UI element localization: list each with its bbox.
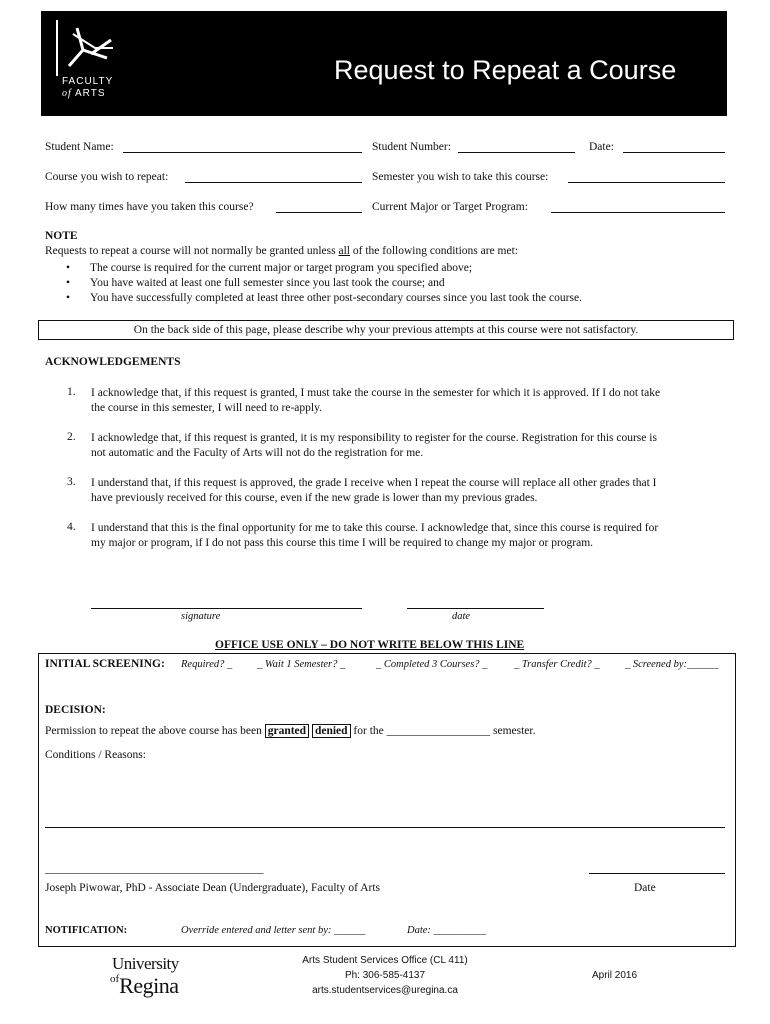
current-major-field[interactable]: [551, 212, 725, 213]
course-repeat-label: Course you wish to repeat:: [45, 171, 169, 183]
screening-required: Required? _: [181, 659, 233, 670]
permission-line: [45, 725, 535, 737]
dean-signature-line[interactable]: ______________________________________: [45, 863, 264, 875]
ack-line: I understand that this is the final opportunity for me to take this course. I acknowledge that, since this course is required for: [91, 522, 659, 534]
denied-option[interactable]: denied: [312, 724, 351, 738]
list-item: [66, 291, 706, 306]
note-intro-after: of the following conditions are met:: [350, 245, 518, 257]
ack-number: 2.: [67, 431, 76, 443]
page-title: Request to Repeat a Course: [334, 55, 677, 85]
screening-wait: _ Wait 1 Semester? _: [257, 659, 346, 670]
student-name-field[interactable]: [123, 152, 362, 153]
office-use-box: [38, 653, 736, 947]
times-taken-field[interactable]: [276, 212, 362, 213]
current-major-label: Current Major or Target Program:: [372, 201, 528, 213]
student-number-label: Student Number:: [372, 141, 451, 153]
logo-line-arts: ARTS: [75, 88, 106, 99]
ack-line: not automatic and the Faculty of Arts will not do the registration for me.: [91, 447, 424, 459]
note-intro-before: Requests to repeat a course will not normally be granted unless: [45, 245, 339, 257]
semester-repeat-label: Semester you wish to take this course:: [372, 171, 549, 183]
times-taken-label: How many times have you taken this course?: [45, 201, 254, 213]
note-intro-all: all: [338, 245, 350, 257]
list-item: [66, 276, 706, 291]
university-logo: [110, 954, 210, 998]
conditions-reasons-label: Conditions / Reasons:: [45, 749, 146, 761]
dean-date-field[interactable]: [589, 873, 725, 874]
notification-label: NOTIFICATION:: [45, 925, 128, 936]
student-name-label: Student Name:: [45, 141, 114, 153]
office-email[interactable]: arts.studentservices@uregina.ca: [312, 985, 458, 996]
acknowledgements-heading: ACKNOWLEDGEMENTS: [45, 356, 181, 368]
override-line: Override entered and letter sent by: ______: [181, 925, 366, 936]
ack-line: I acknowledge that, if this request is granted, I must take the course in the semester for which it is approved. If I do not take: [91, 387, 661, 399]
condition-text: The course is required for the current major or target program you specified above;: [90, 262, 473, 274]
decision-label: DECISION:: [45, 704, 106, 716]
ack-line: I understand that, if this request is approved, the grade I receive when I repeat the course will replace all other grades that I: [91, 477, 657, 489]
contact-info: [285, 953, 485, 998]
signature-label: signature: [181, 611, 221, 622]
signature-date-label: date: [452, 611, 471, 622]
student-number-field[interactable]: [458, 152, 575, 153]
bullet-icon: •: [66, 292, 71, 304]
screening-completed: _ Completed 3 Courses? _: [376, 659, 488, 670]
ack-line: I acknowledge that, if this request is granted, it is my responsibility to register for the course. Registration for this course is: [91, 432, 657, 444]
office-address: Arts Student Services Office (CL 411): [302, 955, 468, 966]
date-field[interactable]: [623, 152, 725, 153]
semester-repeat-field[interactable]: [568, 182, 725, 183]
screening-transfer: _ Transfer Credit? _: [514, 659, 600, 670]
list-item: [91, 476, 715, 506]
conditions-list: [66, 261, 706, 306]
ack-number: 3.: [67, 476, 76, 488]
ack-number: 4.: [67, 521, 76, 533]
backside-notice: On the back side of this page, please describe why your previous attempts at this course were not satisfactory.: [38, 320, 734, 340]
ack-number: 1.: [67, 386, 76, 398]
screening-label: INITIAL SCREENING:: [45, 658, 165, 670]
note-heading: NOTE: [45, 230, 78, 242]
ack-line: my major or program, if I do not pass this course this time I will be required to change my major or program.: [91, 537, 594, 549]
list-item: [66, 261, 706, 276]
list-item: [91, 521, 715, 551]
ack-line: have previously received for this course, even if the new grade is lower than my previous grades.: [91, 492, 538, 504]
permission-semester: for the __________________ semester.: [353, 725, 536, 737]
logo-of: of: [62, 88, 72, 99]
faculty-logo-mark-icon: [55, 20, 117, 76]
condition-text: You have waited at least one full semester since you last took the course; and: [90, 277, 445, 289]
faculty-logo-text: [62, 76, 113, 100]
university-of: of: [110, 973, 120, 985]
notification-date: Date: __________: [407, 925, 487, 936]
logo-line-faculty: FACULTY: [62, 76, 114, 87]
signature-date-field[interactable]: [407, 608, 544, 609]
ack-line: the course in this semester, I will need to re-apply.: [91, 402, 322, 414]
university-regina: Regina: [119, 973, 179, 998]
note-intro: [45, 245, 518, 257]
permission-text: Permission to repeat the above course has been: [45, 725, 262, 737]
condition-text: You have successfully completed at least three other post-secondary courses since you last took the course.: [90, 292, 582, 304]
university-word: University: [112, 954, 179, 973]
conditions-line[interactable]: [45, 827, 725, 828]
office-phone: Ph: 306-585-4137: [344, 970, 426, 981]
granted-option[interactable]: granted: [265, 724, 309, 738]
date-label: Date:: [589, 141, 614, 153]
list-item: [91, 431, 715, 461]
screening-screened-by: _ Screened by:______: [625, 659, 719, 670]
course-repeat-field[interactable]: [185, 182, 362, 183]
bullet-icon: •: [66, 262, 71, 274]
bullet-icon: •: [66, 277, 71, 289]
dean-name: Joseph Piwowar, PhD - Associate Dean (Undergraduate), Faculty of Arts: [45, 882, 380, 894]
list-item: [91, 386, 715, 416]
dean-date-label: Date: [634, 882, 656, 894]
revision-date: April 2016: [592, 970, 638, 981]
signature-field[interactable]: [91, 608, 362, 609]
office-use-heading: OFFICE USE ONLY – DO NOT WRITE BELOW THIS LINE: [215, 639, 525, 651]
